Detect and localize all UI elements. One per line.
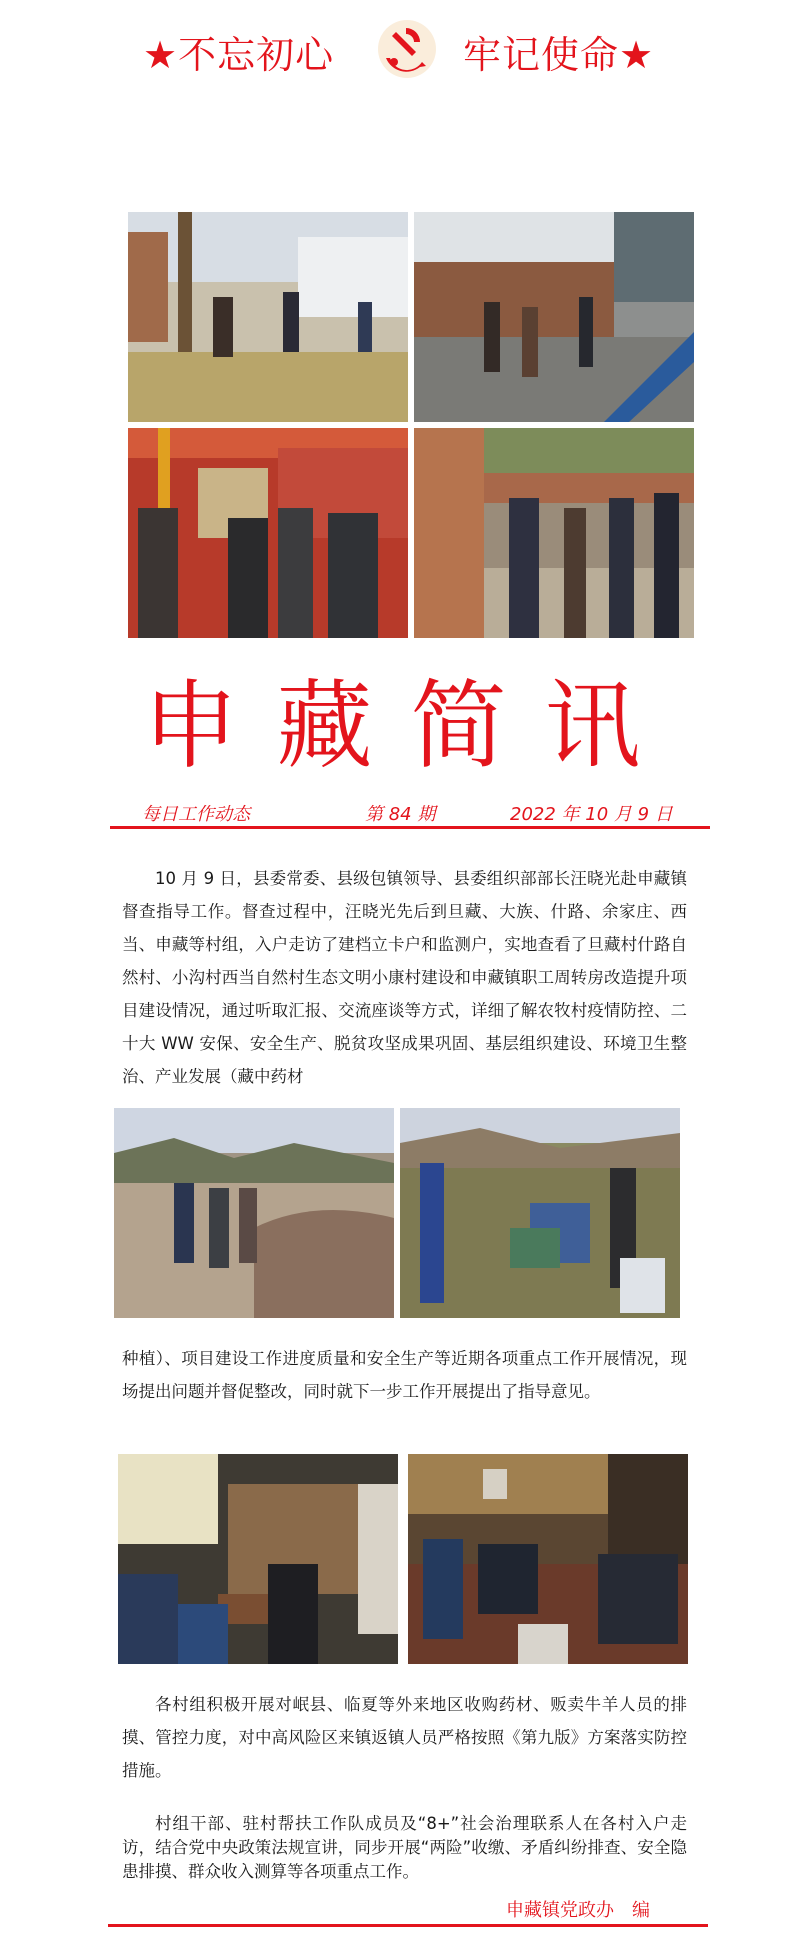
issue-date: 2022 年 10 月 9 日 bbox=[510, 804, 673, 825]
photo-meeting-1 bbox=[118, 1454, 398, 1664]
header-banner bbox=[0, 18, 793, 78]
photo-village-visit-4 bbox=[414, 428, 694, 638]
photo-meeting-2 bbox=[408, 1454, 688, 1664]
issue-info bbox=[110, 800, 710, 828]
paragraph-1: 10 月 9 日，县委常委、县级包镇领导、县委组织部部长汪晓光赴申藏镇督查指导工作。督查过程中，汪晓光先后到旦藏、大族、什路、余家庄、西当、申藏等村组，入户走访了建档立卡户和监测户，实地查看了旦藏村什路自然村、小沟村西当自然村生态文明小康村建设和申藏镇职工周转房改造提升项目建设情况，通过听取汇报、交流座谈等方式，详细了解农牧村疫情防控、二十大 WW 安保、安全生产、脱贫攻坚成果巩固、基层组织建设、环境卫生整治、产业发展（藏中药材 bbox=[122, 869, 687, 1086]
photo-village-visit-3 bbox=[128, 428, 408, 638]
paragraph-3: 各村组积极开展对岷县、临夏等外来地区收购药材、贩卖牛羊人员的排摸、管控力度，对中高风险区来镇返镇人员严格按照《第九版》方案落实防控措施。 bbox=[122, 1695, 687, 1780]
party-emblem-icon bbox=[376, 18, 438, 80]
paragraph-2: 种植）、项目建设工作进度质量和安全生产等近期各项重点工作开展情况，现场提出问题并督促整改，同时就下一步工作开展提出了指导意见。 bbox=[122, 1349, 687, 1401]
footer-rule bbox=[108, 1924, 708, 1927]
header-rule bbox=[110, 826, 710, 829]
photo-inspection-field-2 bbox=[400, 1108, 680, 1318]
photo-village-visit-1 bbox=[128, 212, 408, 422]
paragraph-4: 村组干部、驻村帮扶工作队成员及“8+”社会治理联系人在各村入户走访，结合党中央政策法规宣讲，同步开展“两险”收缴、矛盾纠纷排查、安全隐患排摸、群众收入测算等各项重点工作。 bbox=[122, 1814, 687, 1881]
issue-number: 第 84 期 bbox=[365, 804, 436, 825]
masthead-title: 申藏简讯 bbox=[142, 670, 679, 782]
photo-village-visit-2 bbox=[414, 212, 694, 422]
editor-signature: 申藏镇党政办 编 bbox=[506, 1900, 650, 1921]
slogan-right: 牢记使命★ bbox=[463, 33, 655, 77]
issue-column: 每日工作动态 bbox=[142, 804, 250, 825]
slogan-left: ★不忘初心 bbox=[143, 33, 335, 77]
photo-inspection-field-1 bbox=[114, 1108, 394, 1318]
